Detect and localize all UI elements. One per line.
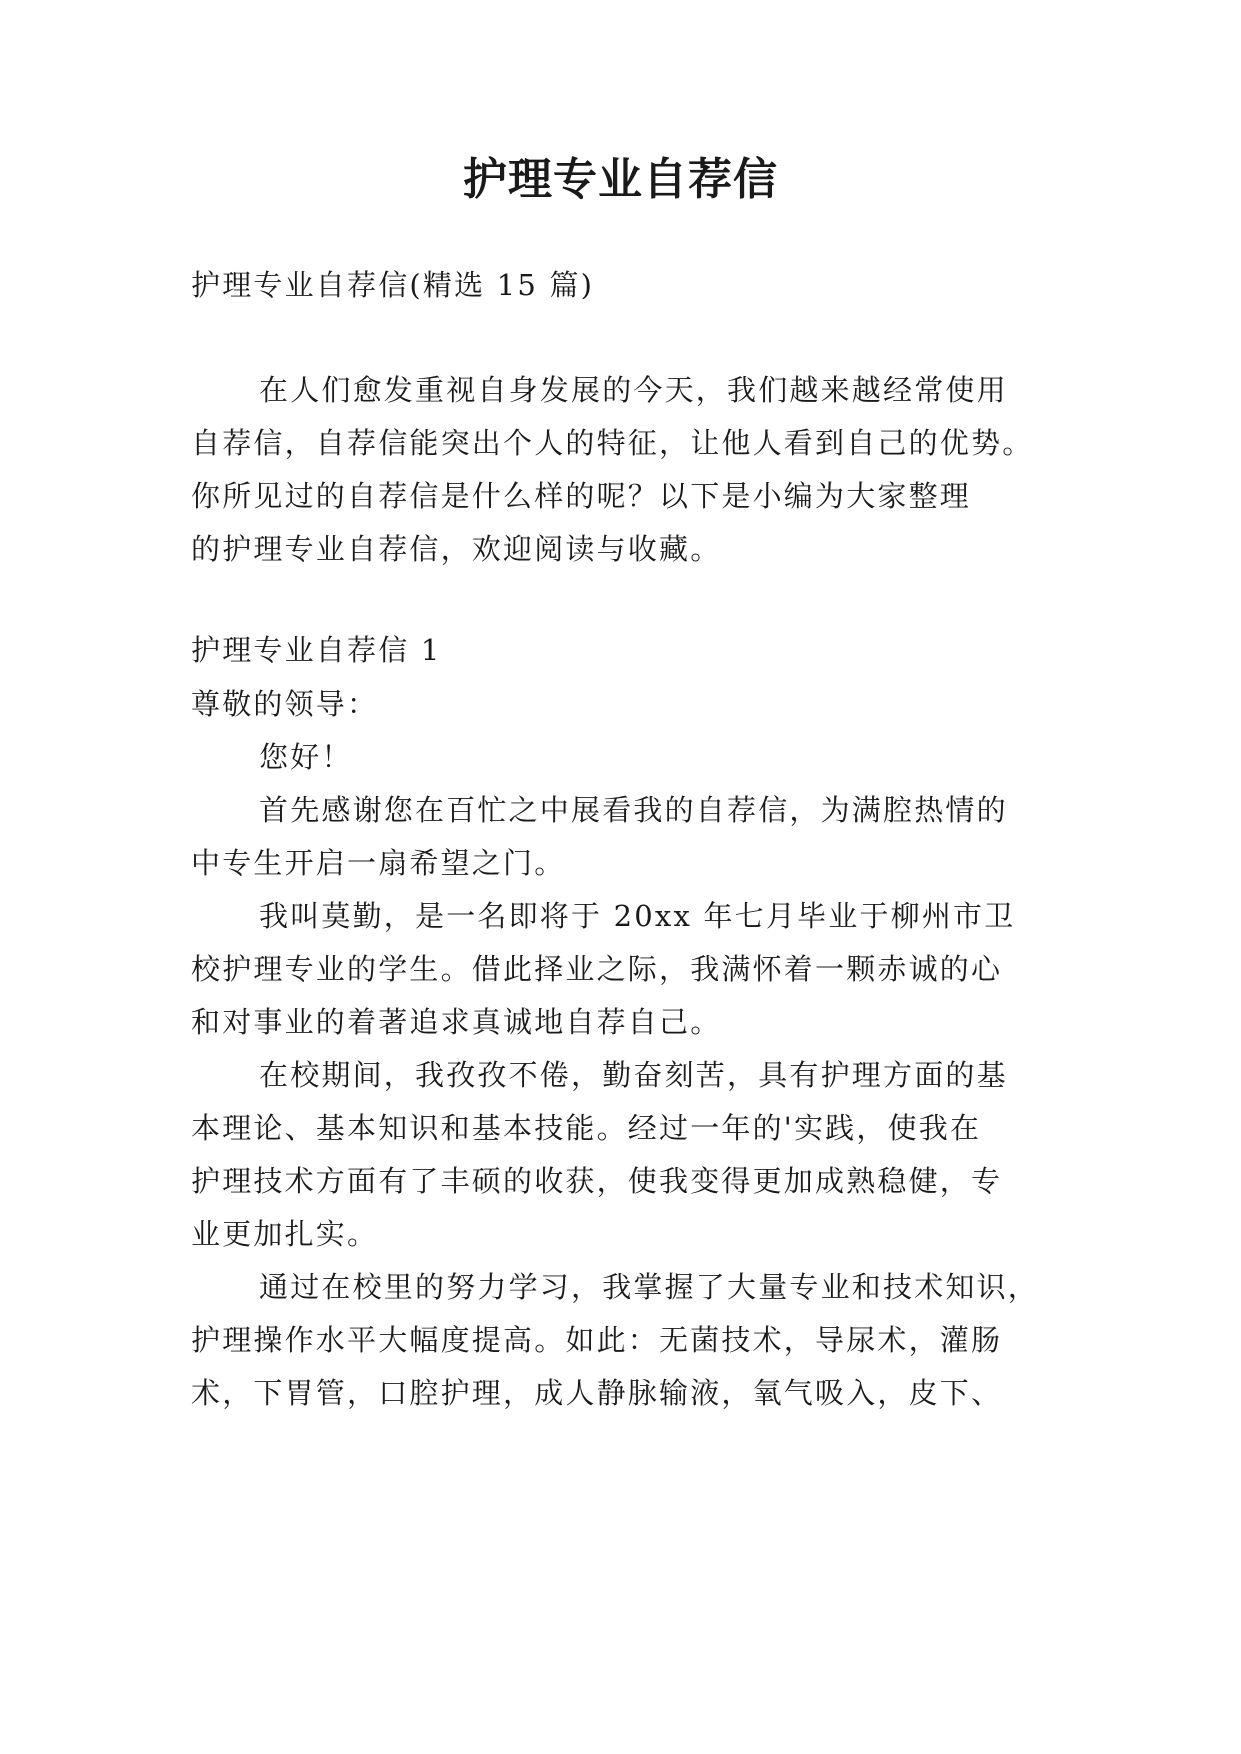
para4-line-1: 通过在校里的努力学习，我掌握了大量专业和技术知识， [259, 1270, 1040, 1304]
para1-line-2: 中专生开启一扇希望之门。 [191, 846, 566, 880]
intro-line-4: 的护理专业自荐信，欢迎阅读与收藏。 [191, 532, 722, 566]
document-title: 护理专业自荐信 [463, 154, 778, 205]
salutation: 尊敬的领导： [191, 687, 379, 721]
para3-line-1: 在校期间，我孜孜不倦，勤奋刻苦，具有护理方面的基 [259, 1058, 1008, 1092]
para3-line-2: 本理论、基本知识和基本技能。经过一年的'实践，使我在 [191, 1111, 982, 1145]
intro-line-1: 在人们愈发重视自身发展的今天，我们越来越经常使用 [259, 373, 1008, 407]
para2-line-2: 校护理专业的学生。借此择业之际，我满怀着一颗赤诚的心 [191, 952, 1003, 986]
para2-line-3: 和对事业的着著追求真诚地自荐自己。 [191, 1005, 722, 1039]
para1-line-1: 首先感谢您在百忙之中展看我的自荐信，为满腔热情的 [259, 793, 1008, 827]
para4-line-2: 护理操作水平大幅度提高。如此：无菌技术，导尿术，灌肠 [191, 1323, 1003, 1357]
greeting: 您好！ [259, 740, 353, 774]
intro-line-3: 你所见过的自荐信是什么样的呢？以下是小编为大家整理 [191, 479, 972, 513]
intro-line-2: 自荐信，自荐信能突出个人的特征，让他人看到自己的优势。 [191, 426, 1034, 460]
section-heading: 护理专业自荐信 1 [191, 633, 442, 667]
para4-line-3: 术，下胃管，口腔护理，成人静脉输液，氧气吸入，皮下、 [191, 1376, 1003, 1410]
para3-line-4: 业更加扎实。 [191, 1217, 379, 1251]
para3-line-3: 护理技术方面有了丰硕的收获，使我变得更加成熟稳健，专 [191, 1164, 1003, 1198]
para2-line-1: 我叫莫勤，是一名即将于 20xx 年七月毕业于柳州市卫 [259, 899, 1016, 933]
document-subtitle: 护理专业自荐信(精选 15 篇) [191, 268, 595, 302]
